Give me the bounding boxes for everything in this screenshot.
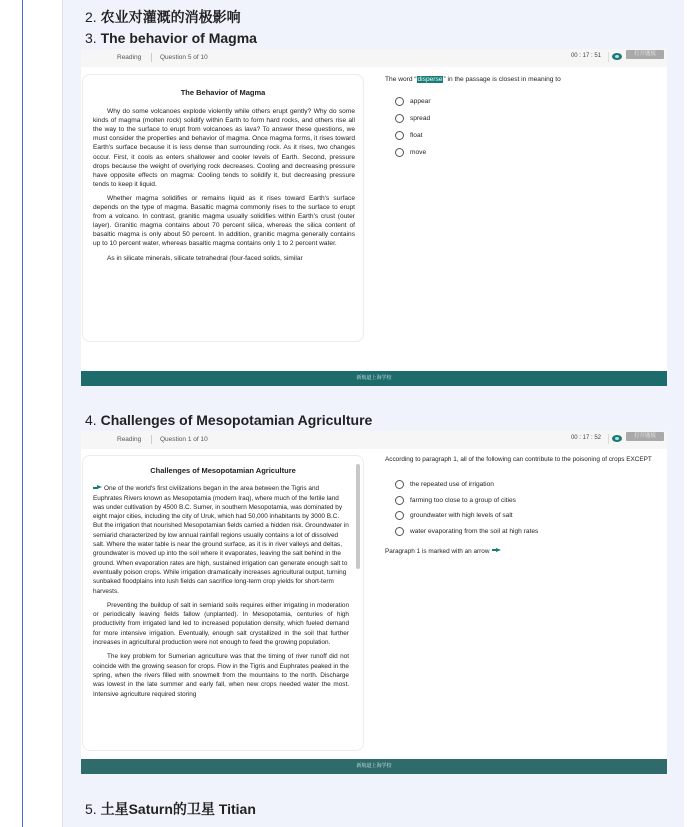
answer-option[interactable]: spread [385,114,661,131]
item-heading-2: 2. 农业对灌溉的消极影响 [85,9,241,25]
open-panel-button[interactable]: 打开题板 [626,50,664,59]
answer-option[interactable]: appear [385,97,661,114]
divider [608,52,609,62]
answer-option[interactable]: move [385,148,661,165]
highlighted-word: disperse [417,76,443,83]
test-screenshot-mesopotamia [81,431,667,759]
radio-button[interactable] [395,527,404,536]
test-screenshot-magma [81,49,667,371]
passage-paragraph: The key problem for Sumerian agriculture was that the timing of river runoff did not coincide with the growing season for crops. Flow in the Tigris and Euphrates peaked in the spring, when the rivers filled with snowmelt from the mountains to the north. Discharge was lowest in the late summer and early fall, when new crops needed water the most. Intensive agriculture required storing [93,653,349,698]
question-text: The word “disperse” in the passage is closest in meaning to [385,76,561,83]
radio-button[interactable] [395,511,404,520]
arrow-icon [492,548,501,553]
item-title: The behavior of Magma [100,30,257,46]
item-heading-3: 3. The behavior of Magma [85,30,257,46]
divider [608,434,609,444]
radio-button[interactable] [395,480,404,489]
passage-paragraph: Whether magma solidifies or remains liquid as it rises toward Earth's surface depends on the type of magma. Basaltic magma commonly rises to the surface to erupt from a volcano. In contrast, granitic magma usually solidifies within Earth's crust (outer layer). Granitic magma contains about 70 percent silica, whereas the silica content of basaltic magma is only about 50 percent. In addition, granitic magma generally contains up to 10 percent water, whereas basaltic magma contains only 1 to 2 percent water. [93,194,355,248]
timer: 00 : 17 : 52 [570,435,601,441]
test-topbar [81,431,667,449]
answer-options [385,480,661,542]
passage-paragraph: Preventing the buildup of salt in semiarid soils requires either irrigating in moderation or periodically leaving fields fallow (unplanted). In Mesopotamia, centuries of high productivity from irrigated land led to increased population density, which fueled demand for more intensive irrigation. Eventually, enough salt crystallized in the soil that further increases in agricultural production were not enough to feed the growing population. [93,601,349,647]
answer-option[interactable]: farming too close to a group of cities [385,496,661,512]
footer-bar: 新航道上海学校 [81,759,667,774]
divider [151,435,152,444]
radio-button[interactable] [395,496,404,505]
question-text: According to paragraph 1, all of the following can contribute to the poisoning of crops EXCEPT [385,456,652,463]
section-label: Reading [117,436,142,443]
content-area [62,0,684,827]
arrow-icon [93,485,102,490]
passage-paragraph: One of the world's first civilizations began in the area between the Tigris and Euphrates Rivers known as Mesopotamia (modern Iraq), where much of the fertile land was under cultivation by 4500 B.C. Sumer, in southern Mesopotamia, was dominated by eight major cities, including the city of Uruk, which had 50,000 inhabitants by 3000 B.C. But the irrigation that nourished Mesopotamian fields carried a hidden risk. Groundwater in semiarid characterized by low annual rainfall regions usually contains a lot of dissolved salt. Where the water table is near the ground surface, as it is in river valleys and deltas, groundwater is moved up into the soil where it evaporates, leaving the salt behind in the ground. When evaporation rates are high, sustained irrigation can generate enough salt to eventually poison crops. While irrigation dramatically increases agricultural output, turning sunbaked floodplains into lush fields can sacrifice long-term crop yields for short-term harvests. [93,485,349,595]
question-counter: Question 1 of 10 [160,436,208,443]
answer-option[interactable]: groundwater with high levels of salt [385,511,661,527]
passage-paragraph: Why do some volcanoes explode violently while others erupt gently? Why do some kinds of magma (molten rock) solidify within Earth to form hard rocks, and others rise all the way to the surface to erupt from volcanoes as lava? To answer these questions, we must consider the properties and behavior of magma. Once magma forms, it rises toward Earth's surface because it is less dense than surrounding rock. As it rises, two changes occur. First, it cools as enters shallower and cooler levels of Earth. Second, pressure drops because the weight of overlying rock decreases. Cooling and decreasing pressure have opposite effects on magma: Cooling tends to solidify it, but decreasing pressure tends to keep it liquid. [93,108,355,188]
question-area [385,75,661,165]
item-title: 农业对灌溉的消极影响 [100,9,241,25]
passage-title: The Behavior of Magma [180,88,266,97]
passage-box[interactable] [82,74,364,342]
radio-button[interactable] [395,131,404,140]
passage-paragraph: As in silicate minerals, silicate tetrahedral (four-faced solids, similar [107,254,303,262]
divider [151,53,152,62]
radio-button[interactable] [395,148,404,157]
passage-box[interactable] [82,455,364,751]
item-title: 土星Saturn的卫星 Titian [100,801,256,817]
open-panel-button[interactable]: 打开题板 [626,432,664,441]
question-counter: Question 5 of 10 [160,54,208,61]
answer-option[interactable]: water evaporating from the soil at high rates [385,527,661,543]
answer-option[interactable]: float [385,131,661,148]
question-area [385,455,661,556]
answer-option[interactable]: the repeated use of irrigation [385,480,661,496]
radio-button[interactable] [395,97,404,106]
left-border-line [22,0,23,827]
eye-icon[interactable] [612,435,622,442]
item-heading-5: 5. 土星Saturn的卫星 Titian [85,801,256,817]
paragraph-note: Paragraph 1 is marked with an arrow [385,547,661,556]
answer-options [385,97,661,165]
timer: 00 : 17 : 51 [570,53,601,59]
footer-bar: 新航道上海学校 [81,371,667,386]
eye-icon[interactable] [612,53,622,60]
item-heading-4: 4. Challenges of Mesopotamian Agriculture [85,412,373,428]
scrollbar[interactable] [356,464,360,569]
item-title: Challenges of Mesopotamian Agriculture [100,412,373,428]
passage-title: Challenges of Mesopotamian Agriculture [150,466,296,475]
radio-button[interactable] [395,114,404,123]
section-label: Reading [117,54,142,61]
test-topbar [81,49,667,67]
